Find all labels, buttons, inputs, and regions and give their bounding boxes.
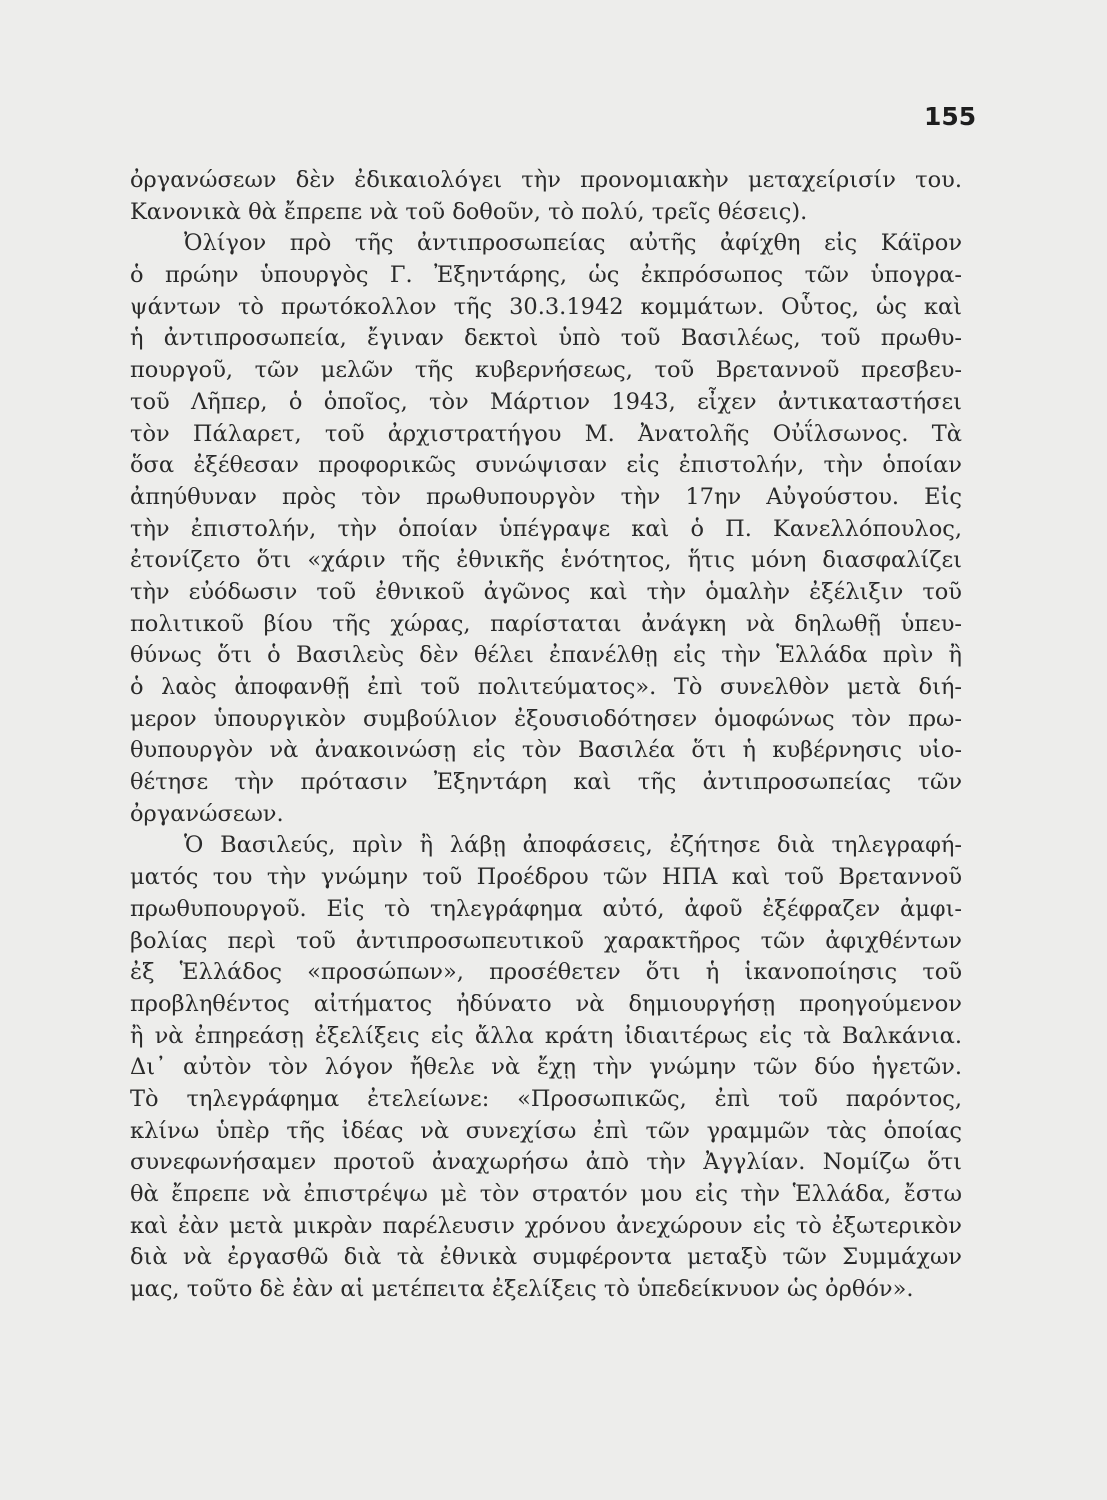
text-line: ἡ ἀντιπροσωπεία, ἔγιναν δεκτοὶ ὑπὸ τοῦ Βασιλέως, τοῦ πρωθυ-: [130, 325, 962, 352]
text-line: καὶ ἐὰν μετὰ μικρὰν παρέλευσιν χρόνου ἀνεχώρουν εἰς τὸ ἐξωτερικὸν: [130, 1212, 962, 1239]
text-line: Ὁ Βασιλεύς, πρὶν ἢ λάβῃ ἀποφάσεις, ἐζήτησε διὰ τηλεγραφή-: [184, 832, 962, 859]
text-line: ὀργανώσεων.: [130, 800, 284, 827]
text-line: Δι᾽ αὐτὸν τὸν λόγον ἤθελε νὰ ἔχῃ τὴν γνώμην τῶν δύο ἡγετῶν.: [130, 1054, 962, 1081]
text-line: θὰ ἔπρεπε νὰ ἐπιστρέψω μὲ τὸν στρατόν μου εἰς τὴν Ἑλλάδα, ἔστω: [130, 1181, 962, 1207]
text-line: τὴν ἐπιστολήν, τὴν ὁποίαν ὑπέγραψε καὶ ὁ Π. Κανελλόπουλος,: [130, 515, 962, 542]
page-number: 155: [924, 102, 977, 131]
text-line: διὰ νὰ ἐργασθῶ διὰ τὰ ἐθνικὰ συμφέροντα μεταξὺ τῶν Συμμάχων: [130, 1244, 962, 1271]
text-line: ὀργανώσεων δὲν ἐδικαιολόγει τὴν προνομιακὴν μεταχείρισίν του.: [130, 167, 962, 193]
text-line: πολιτικοῦ βίου τῆς χώρας, παρίσταται ἀνάγκη νὰ δηλωθῇ ὑπευ-: [130, 610, 962, 637]
text-line: ἢ νὰ ἐπηρεάσῃ ἐξελίξεις εἰς ἄλλα κράτη ἰδιαιτέρως εἰς τὰ Βαλκάνια.: [130, 1022, 962, 1049]
text-line: ὅσα ἐξέθεσαν προφορικῶς συνώψισαν εἰς ἐπιστολήν, τὴν ὁποίαν: [130, 452, 962, 479]
text-line: μερον ὑπουργικὸν συμβούλιον ἐξουσιοδότησεν ὁμοφώνως τὸν πρω-: [130, 705, 962, 732]
text-line: ἐτονίζετο ὅτι «χάριν τῆς ἐθνικῆς ἑνότητος, ἥτις μόνη διασφαλίζει: [130, 547, 962, 574]
text-line: τὴν εὐόδωσιν τοῦ ἐθνικοῦ ἀγῶνος καὶ τὴν ὁμαλὴν ἐξέλιξιν τοῦ: [130, 578, 962, 605]
text-line: ψάντων τὸ πρωτόκολλον τῆς 30.3.1942 κομμάτων. Οὗτος, ὡς καὶ: [130, 293, 962, 320]
body-text: [130, 165, 962, 1306]
text-line: τοῦ Λῆπερ, ὁ ὁποῖος, τὸν Μάρτιον 1943, εἶχεν ἀντικαταστήσει: [130, 388, 962, 415]
text-line: θυπουργὸν νὰ ἀνακοινώσῃ εἰς τὸν Βασιλέα ὅτι ἡ κυβέρνησις υἱο-: [130, 737, 962, 764]
text-line: ὁ πρώην ὑπουργὸς Γ. Ἐξηντάρης, ὡς ἐκπρόσωπος τῶν ὑπογρα-: [130, 262, 962, 289]
text-line: προβληθέντος αἰτήματος ἠδύνατο νὰ δημιουργήσῃ προηγούμενον: [130, 990, 962, 1017]
text-line: βολίας περὶ τοῦ ἀντιπροσωπευτικοῦ χαρακτῆρος τῶν ἀφιχθέντων: [130, 927, 962, 954]
text-line: Κανονικὰ θὰ ἔπρεπε νὰ τοῦ δοθοῦν, τὸ πολύ, τρεῖς θέσεις).: [130, 198, 808, 225]
text-line: θύνως ὅτι ὁ Βασιλεὺς δὲν θέλει ἐπανέλθῃ εἰς τὴν Ἑλλάδα πρὶν ἢ: [130, 642, 962, 669]
text-line: μας, τοῦτο δὲ ἐὰν αἱ μετέπειτα ἐξελίξεις τὸ ὑπεδείκνυον ὡς ὀρθόν».: [130, 1276, 914, 1303]
text-line: ματός του τὴν γνώμην τοῦ Προέδρου τῶν ΗΠΑ καὶ τοῦ Βρεταννοῦ: [130, 864, 962, 891]
text-line: ἐξ Ἑλλάδος «προσώπων», προσέθετεν ὅτι ἡ ἱκανοποίησις τοῦ: [130, 959, 962, 986]
text-line: Ὀλίγον πρὸ τῆς ἀντιπροσωπείας αὐτῆς ἀφίχθη εἰς Κάϊρον: [184, 230, 962, 257]
text-line: Τὸ τηλεγράφημα ἐτελείωνε: «Προσωπικῶς, ἐπὶ τοῦ παρόντος,: [130, 1085, 962, 1112]
text-line: θέτησε τὴν πρότασιν Ἐξηντάρη καὶ τῆς ἀντιπροσωπείας τῶν: [130, 769, 962, 796]
text-line: συνεφωνήσαμεν προτοῦ ἀναχωρήσω ἀπὸ τὴν Ἀγγλίαν. Νομίζω ὅτι: [130, 1149, 962, 1176]
text-line: ἀπηύθυναν πρὸς τὸν πρωθυπουργὸν τὴν 17ην Αὐγούστου. Εἰς: [130, 483, 962, 510]
text-line: ὁ λαὸς ἀποφανθῇ ἐπὶ τοῦ πολιτεύματος». Τὸ συνελθὸν μετὰ διή-: [130, 674, 962, 700]
text-line: πουργοῦ, τῶν μελῶν τῆς κυβερνήσεως, τοῦ Βρεταννοῦ πρεσβευ-: [130, 357, 962, 384]
text-line: τὸν Πάλαρετ, τοῦ ἀρχιστρατήγου Μ. Ἀνατολῆς Οὐΐλσωνος. Τὰ: [130, 420, 962, 447]
text-line: πρωθυπουργοῦ. Εἰς τὸ τηλεγράφημα αὐτό, ἀφοῦ ἐξέφραζεν ἀμφι-: [130, 895, 962, 922]
text-line: κλίνω ὑπὲρ τῆς ἰδέας νὰ συνεχίσω ἐπὶ τῶν γραμμῶν τὰς ὁποίας: [130, 1117, 962, 1144]
